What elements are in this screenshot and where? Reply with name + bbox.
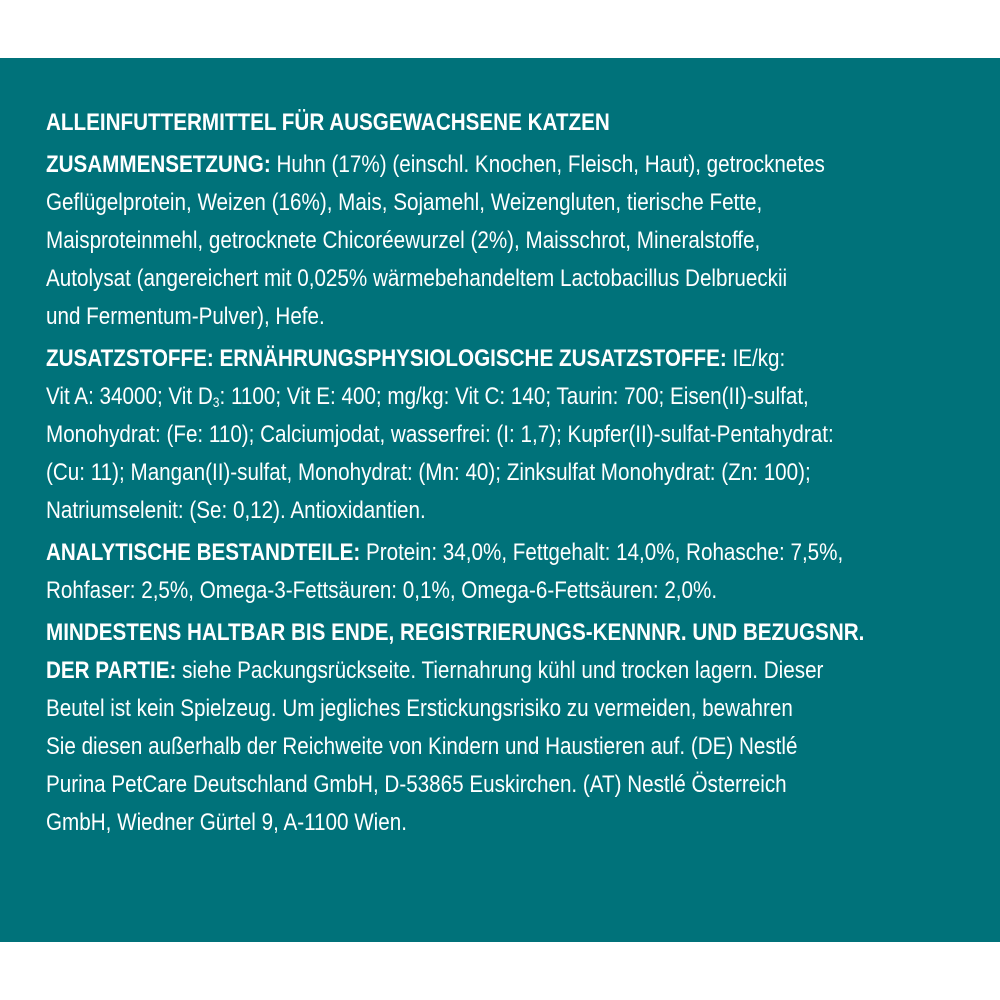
composition-section	[46, 146, 956, 336]
additives-section	[46, 340, 956, 530]
composition-line-3: Maisproteinmehl, getrocknete Chicoréewurzel (2%), Maisschrot, Mineralstoffe,	[46, 227, 761, 254]
storage-line-2	[46, 652, 958, 690]
additives-line-4: (Cu: 11); Mangan(II)-sulfat, Monohydrat: (Mn: 40); Zinksulfat Monohydrat: (Zn: 100);	[46, 459, 811, 486]
composition-line-2: Geflügelprotein, Weizen (16%), Mais, Sojamehl, Weizengluten, tierische Fette,	[46, 189, 763, 216]
composition-line-5: und Fermentum-Pulver), Hefe.	[46, 303, 325, 330]
additives-text: : 1100; Vit E: 400; mg/kg: Vit C: 140; Taurin: 700; Eisen(II)-sulfat,	[219, 383, 809, 410]
storage-line-3: Beutel ist kein Spielzeug. Um jegliches Erstickungsrisiko zu vermeiden, bewahren	[46, 695, 793, 722]
analytical-line-1	[46, 534, 958, 572]
label-text-block	[46, 104, 956, 842]
storage-line-4: Sie diesen außerhalb der Reichweite von Kindern und Haustieren auf. (DE) Nestlé	[46, 733, 798, 760]
analytical-section	[46, 534, 956, 610]
composition-line-4: Autolysat (angereichert mit 0,025% wärmebehandeltem Lactobacillus Delbrueckii	[46, 265, 788, 292]
storage-label-line-1: MINDESTENS HALTBAR BIS ENDE, REGISTRIERUNGS-KENNNR. UND BEZUGSNR.	[46, 619, 865, 646]
additives-text: IE/kg:	[726, 345, 786, 372]
additives-text: Vit A: 34000; Vit D	[46, 383, 213, 410]
storage-line-5: Purina PetCare Deutschland GmbH, D-53865 Euskirchen. (AT) Nestlé Österreich	[46, 771, 787, 798]
composition-label: ZUSAMMENSETZUNG:	[46, 151, 271, 178]
product-title: ALLEINFUTTERMITTEL FÜR AUSGEWACHSENE KATZEN	[46, 109, 610, 136]
additives-line-3: Monohydrat: (Fe: 110); Calciumjodat, wasserfrei: (I: 1,7); Kupfer(II)-sulfat-Pentahydrat:	[46, 421, 834, 448]
subscript: 3	[212, 394, 220, 410]
analytical-line-2: Rohfaser: 2,5%, Omega-3-Fettsäuren: 0,1%, Omega-6-Fettsäuren: 2,0%.	[46, 577, 718, 604]
composition-text: Huhn (17%) (einschl. Knochen, Fleisch, Haut), getrocknetes	[270, 151, 825, 178]
analytical-text: Protein: 34,0%, Fettgehalt: 14,0%, Rohasche: 7,5%,	[360, 539, 844, 566]
additives-line-2	[46, 378, 958, 416]
additives-line-1	[46, 340, 958, 378]
storage-text: siehe Packungsrückseite. Tiernahrung kühl und trocken lagern. Dieser	[176, 657, 824, 684]
storage-label-2: DER PARTIE:	[46, 657, 177, 684]
storage-section	[46, 614, 956, 842]
additives-label: ZUSATZSTOFFE: ERNÄHRUNGSPHYSIOLOGISCHE ZUSATZSTOFFE:	[46, 345, 727, 372]
additives-line-5: Natriumselenit: (Se: 0,12). Antioxidantien.	[46, 497, 426, 524]
label-panel	[0, 58, 1000, 942]
composition-line-1	[46, 146, 958, 184]
storage-line-6: GmbH, Wiedner Gürtel 9, A-1100 Wien.	[46, 809, 407, 836]
analytical-label: ANALYTISCHE BESTANDTEILE:	[46, 539, 361, 566]
